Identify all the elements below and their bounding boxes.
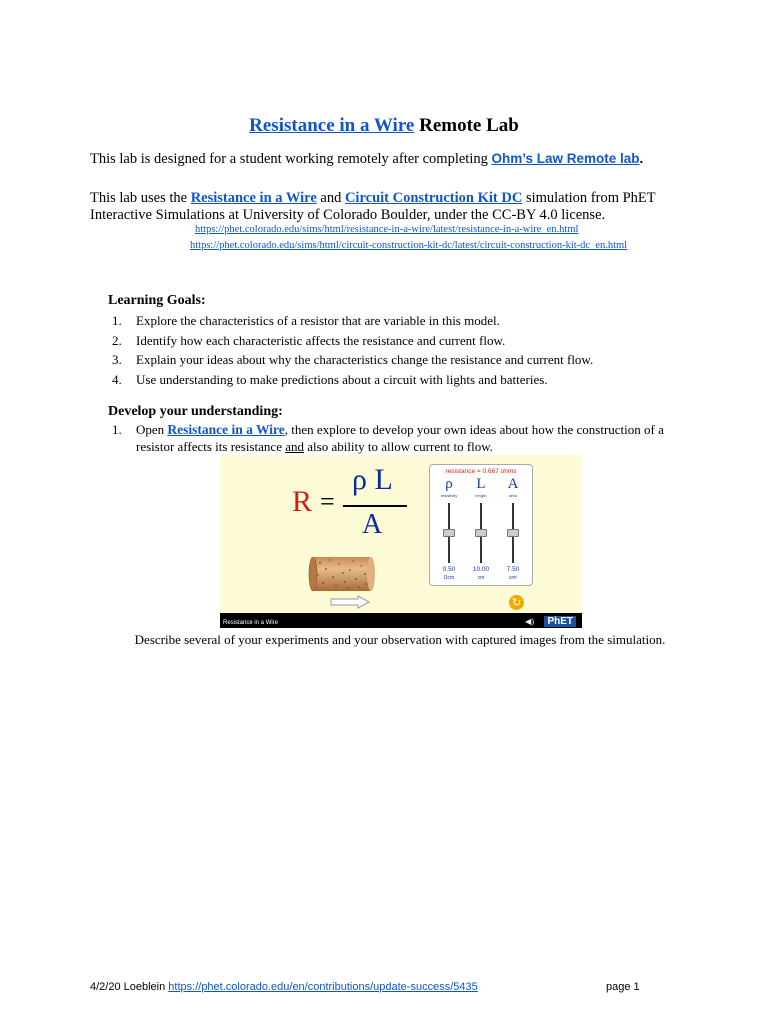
title-rest: Remote Lab xyxy=(414,115,519,136)
list-text: Explore the characteristics of a resistor that are variable in this model. xyxy=(136,313,500,328)
area-label: area xyxy=(508,493,517,498)
length-symbol: L xyxy=(476,476,486,492)
phet-logo[interactable]: PhET xyxy=(544,616,576,627)
area-slider-thumb[interactable] xyxy=(507,529,519,537)
resistance-wire-url[interactable]: https://phet.colorado.edu/sims/html/resistance-in-a-wire/latest/resistance-in-a-wire_en.html xyxy=(195,224,579,235)
rho-value: 0.50 xyxy=(442,566,456,573)
footer-link[interactable]: https://phet.colorado.edu/en/contributions/update-success/5435 xyxy=(168,981,478,993)
ohms-law-link[interactable]: Ohm’s Law Remote lab xyxy=(491,151,640,166)
intro-period: . xyxy=(639,151,644,166)
list-item xyxy=(112,370,593,390)
develop-open: Open xyxy=(136,422,168,437)
control-panel xyxy=(429,464,533,586)
uses-text-1: This lab uses the xyxy=(90,190,191,206)
list-number: 4. xyxy=(112,371,122,387)
describe-instruction: Describe several of your experiments and your observation with captured images from the simulation. xyxy=(134,632,666,647)
sim-bar-title: Resistance in a Wire xyxy=(223,620,279,626)
sim-navigation-bar xyxy=(220,613,582,628)
rho-label: resistivity xyxy=(440,493,458,498)
list-item xyxy=(112,331,593,351)
page-title xyxy=(0,115,768,137)
equation-equals: = xyxy=(320,487,335,516)
area-symbol: A xyxy=(507,476,519,492)
list-item xyxy=(112,311,593,331)
page-number: page 1 xyxy=(606,981,640,993)
title-link[interactable]: Resistance in a Wire xyxy=(249,115,415,136)
intro-text: This lab is designed for a student working remotely after completing xyxy=(90,151,492,167)
develop-text xyxy=(136,421,702,455)
list-text: Explain your ideas about why the characteristics change the resistance and current flow. xyxy=(136,352,594,367)
resistance-readout: resistance = 0.667 ohms xyxy=(445,468,517,475)
current-arrow-icon xyxy=(330,595,370,609)
footer-left xyxy=(90,981,478,993)
sound-icon[interactable]: ◀) xyxy=(525,617,534,626)
rho-slider-thumb[interactable] xyxy=(443,529,455,537)
develop-underlined: and xyxy=(285,439,304,454)
cck-dc-link[interactable]: Circuit Construction Kit DC xyxy=(344,190,523,206)
equation-lhs: R xyxy=(292,485,313,518)
learning-goals-heading: Learning Goals: xyxy=(108,293,206,308)
area-unit: cm² xyxy=(508,575,518,581)
area-value: 7.50 xyxy=(506,566,520,573)
develop-item xyxy=(112,421,702,455)
list-text: Identify how each characteristic affects the resistance and current flow. xyxy=(136,332,506,348)
footer-date-author: 4/2/20 Loeblein xyxy=(90,981,169,993)
resistance-wire-link[interactable]: Resistance in a Wire xyxy=(190,190,317,206)
uses-text-3: simulation from PhET Interactive Simulations at University of Colorado Boulder, under the CC-BY 4.0 license. xyxy=(90,190,656,223)
intro-paragraph xyxy=(90,151,643,168)
rho-symbol: ρ xyxy=(445,476,453,492)
length-value: 10.00 xyxy=(472,566,490,573)
develop-sim-link[interactable]: Resistance in a Wire xyxy=(167,422,285,437)
equation-numerator: ρ L xyxy=(352,463,393,496)
learning-goals-list xyxy=(112,311,593,389)
length-label: length xyxy=(475,493,487,498)
length-slider-thumb[interactable] xyxy=(475,529,487,537)
list-number: 1. xyxy=(112,422,122,437)
rho-unit: Ωcm xyxy=(443,575,455,581)
list-number: 3. xyxy=(112,352,122,367)
develop-end: also ability to allow current to flow. xyxy=(304,439,494,454)
wire-image xyxy=(308,555,376,593)
develop-heading: Develop your understanding: xyxy=(108,404,283,419)
develop-mid: , then explore to develop your own ideas about how the construction of a resistor affects its resistance xyxy=(136,422,664,454)
simulation-screenshot xyxy=(220,455,582,628)
list-number: 1. xyxy=(112,313,122,328)
equation-denominator: A xyxy=(362,509,383,540)
cck-dc-url[interactable]: https://phet.colorado.edu/sims/html/circuit-construction-kit-dc/latest/circuit-construction-kit-dc_en.html xyxy=(190,240,628,251)
uses-paragraph xyxy=(90,190,700,224)
list-text: Use understanding to make predictions about a circuit with lights and batteries. xyxy=(136,371,548,387)
reset-icon[interactable]: ↻ xyxy=(509,595,524,610)
list-item xyxy=(112,350,593,370)
list-number: 2. xyxy=(112,332,122,348)
length-unit: cm xyxy=(477,575,485,581)
fraction-bar xyxy=(343,505,407,507)
uses-text-2: and xyxy=(316,190,345,206)
